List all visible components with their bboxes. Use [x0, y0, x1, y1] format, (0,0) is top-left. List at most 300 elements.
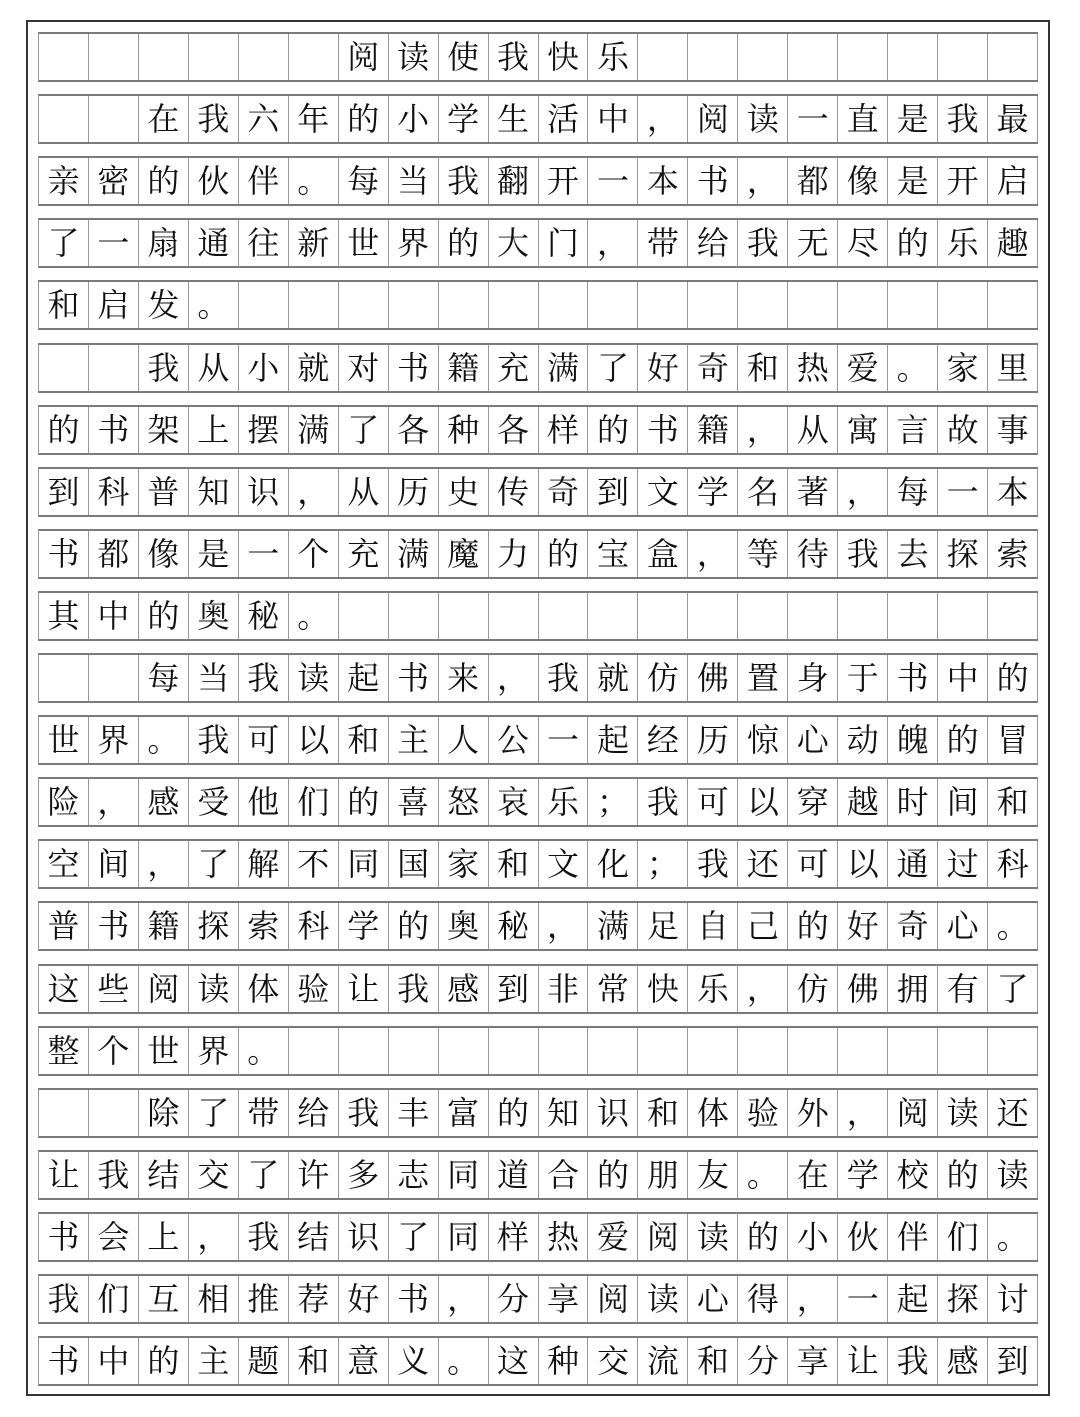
grid-cell [389, 282, 439, 328]
grid-cell [239, 34, 289, 80]
grid-cell: 界 [189, 1028, 239, 1074]
grid-cell: 化 [588, 841, 638, 887]
grid-cell: 奇 [888, 903, 938, 949]
text-row [38, 156, 1038, 206]
grid-cell: 书 [389, 1276, 439, 1322]
grid-cell: 读 [688, 1214, 738, 1260]
grid-cell: 我 [239, 1214, 289, 1260]
grid-cell [888, 1028, 938, 1074]
grid-cell: 从 [788, 407, 838, 453]
grid-cell: 以 [289, 717, 339, 763]
grid-cell: 公 [489, 717, 539, 763]
grid-cell: 去 [888, 531, 938, 577]
grid-cell: 知 [539, 1090, 589, 1136]
grid-cell: 各 [489, 407, 539, 453]
grid-cell [988, 593, 1038, 639]
grid-cell: 普 [139, 469, 189, 515]
text-row [38, 1088, 1038, 1138]
grid-cell: 的 [539, 531, 589, 577]
grid-cell: 受 [189, 779, 239, 825]
grid-cell: 推 [239, 1276, 289, 1322]
grid-cell [389, 593, 439, 639]
grid-cell: 书 [39, 1338, 89, 1384]
title-row [38, 32, 1038, 82]
grid-cell: 和 [988, 779, 1038, 825]
grid-cell: 起 [888, 1276, 938, 1322]
grid-cell: ， [738, 158, 788, 204]
text-row [38, 94, 1038, 144]
grid-cell: 多 [339, 1152, 389, 1198]
grid-cell: 个 [89, 1028, 139, 1074]
grid-cell: 书 [688, 158, 738, 204]
grid-cell [39, 345, 89, 391]
grid-cell: 快 [539, 34, 589, 80]
grid-cell: 奇 [539, 469, 589, 515]
grid-cell: 文 [539, 841, 589, 887]
grid-cell: 验 [289, 966, 339, 1012]
grid-cell [539, 593, 589, 639]
grid-cell: 分 [738, 1338, 788, 1384]
grid-cell [988, 34, 1038, 80]
grid-cell: 索 [239, 903, 289, 949]
grid-cell: 科 [89, 469, 139, 515]
grid-cell: 家 [938, 345, 988, 391]
grid-cell: 一 [838, 1276, 888, 1322]
grid-cell: 。 [189, 282, 239, 328]
grid-cell: ， [139, 841, 189, 887]
grid-cell: 感 [139, 779, 189, 825]
grid-cell: 翻 [489, 158, 539, 204]
grid-cell: 流 [638, 1338, 688, 1384]
grid-cell: 识 [339, 1214, 389, 1260]
grid-cell: 还 [988, 1090, 1038, 1136]
grid-cell: 我 [938, 96, 988, 142]
text-row [38, 343, 1038, 393]
grid-cell: 架 [139, 407, 189, 453]
grid-cell: 交 [189, 1152, 239, 1198]
grid-cell: 充 [489, 345, 539, 391]
grid-cell: 识 [588, 1090, 638, 1136]
grid-cell: ， [588, 220, 638, 266]
grid-cell: 相 [189, 1276, 239, 1322]
grid-cell: 来 [439, 655, 489, 701]
grid-cell: 好 [838, 903, 888, 949]
grid-cell: 。 [439, 1338, 489, 1384]
grid-cell: 乐 [588, 34, 638, 80]
grid-cell: 历 [688, 717, 738, 763]
grid-cell: 个 [289, 531, 339, 577]
grid-cell: 让 [838, 1338, 888, 1384]
grid-cell [838, 282, 888, 328]
grid-cell: 奥 [439, 903, 489, 949]
grid-cell: 得 [738, 1276, 788, 1322]
grid-cell: 最 [988, 96, 1038, 142]
grid-cell: 些 [89, 966, 139, 1012]
grid-cell: 启 [988, 158, 1038, 204]
grid-cell: 朋 [638, 1152, 688, 1198]
grid-cell: 盒 [638, 531, 688, 577]
grid-cell: 仿 [638, 655, 688, 701]
grid-cell [339, 282, 389, 328]
grid-cell: 直 [838, 96, 888, 142]
grid-cell [688, 1028, 738, 1074]
grid-cell: 书 [389, 345, 439, 391]
grid-cell: 每 [888, 469, 938, 515]
grid-cell [489, 282, 539, 328]
grid-cell: 同 [339, 841, 389, 887]
grid-cell: 同 [439, 1214, 489, 1260]
text-row [38, 280, 1038, 330]
grid-cell: ， [89, 779, 139, 825]
grid-cell: 满 [539, 345, 589, 391]
grid-cell: 我 [638, 779, 688, 825]
grid-cell: 还 [738, 841, 788, 887]
grid-cell [738, 282, 788, 328]
grid-cell: 们 [289, 779, 339, 825]
grid-cell: 我 [439, 158, 489, 204]
text-row [38, 777, 1038, 827]
grid-cell: 我 [489, 34, 539, 80]
grid-cell: 置 [738, 655, 788, 701]
grid-cell: 丰 [389, 1090, 439, 1136]
grid-cell: 体 [688, 1090, 738, 1136]
grid-cell: 学 [339, 903, 389, 949]
grid-cell [738, 593, 788, 639]
grid-cell: 读 [738, 96, 788, 142]
grid-cell: 到 [489, 966, 539, 1012]
grid-cell: 带 [239, 1090, 289, 1136]
grid-cell [688, 282, 738, 328]
grid-cell: 这 [39, 966, 89, 1012]
grid-cell: 本 [638, 158, 688, 204]
grid-cell: 义 [389, 1338, 439, 1384]
grid-cell: 的 [339, 96, 389, 142]
grid-cell: 主 [389, 717, 439, 763]
grid-cell: 往 [239, 220, 289, 266]
grid-cell: 魔 [439, 531, 489, 577]
grid-cell: 世 [39, 717, 89, 763]
grid-cell: 心 [938, 903, 988, 949]
grid-cell: 一 [938, 469, 988, 515]
grid-cell: 可 [788, 841, 838, 887]
grid-cell [389, 1028, 439, 1074]
grid-cell: ， [738, 966, 788, 1012]
grid-cell: 活 [539, 96, 589, 142]
grid-cell: 穿 [788, 779, 838, 825]
grid-cell: 阅 [638, 1214, 688, 1260]
text-row [38, 1274, 1038, 1324]
grid-cell [938, 1028, 988, 1074]
grid-cell: 享 [539, 1276, 589, 1322]
grid-cell: 年 [289, 96, 339, 142]
grid-cell: 的 [39, 407, 89, 453]
grid-cell: ， [638, 96, 688, 142]
grid-cell: 无 [788, 220, 838, 266]
grid-cell: 伴 [239, 158, 289, 204]
grid-cell: 上 [189, 407, 239, 453]
grid-cell: 了 [988, 966, 1038, 1012]
grid-cell: 给 [289, 1090, 339, 1136]
grid-cell: 种 [539, 1338, 589, 1384]
grid-cell: 家 [439, 841, 489, 887]
grid-cell: 等 [738, 531, 788, 577]
grid-cell: 主 [189, 1338, 239, 1384]
grid-cell: ， [738, 407, 788, 453]
grid-cell: 中 [938, 655, 988, 701]
grid-cell: 读 [189, 966, 239, 1012]
text-row [38, 1212, 1038, 1262]
grid-cell: 世 [139, 1028, 189, 1074]
grid-cell: 人 [439, 717, 489, 763]
grid-cell: 以 [738, 779, 788, 825]
grid-cell: 除 [139, 1090, 189, 1136]
grid-cell: 从 [189, 345, 239, 391]
grid-cell: 体 [239, 966, 289, 1012]
grid-cell [938, 282, 988, 328]
grid-cell: 六 [239, 96, 289, 142]
grid-cell: 热 [539, 1214, 589, 1260]
grid-cell: 小 [788, 1214, 838, 1260]
grid-cell: 在 [788, 1152, 838, 1198]
grid-cell: 拥 [888, 966, 938, 1012]
grid-cell: 通 [189, 220, 239, 266]
grid-cell: 启 [89, 282, 139, 328]
grid-cell: 快 [638, 966, 688, 1012]
grid-cell: 一 [588, 158, 638, 204]
grid-cell: 从 [339, 469, 389, 515]
grid-cell [638, 593, 688, 639]
grid-cell: 了 [39, 220, 89, 266]
grid-cell: 足 [638, 903, 688, 949]
grid-cell: 书 [89, 407, 139, 453]
grid-cell: 一 [89, 220, 139, 266]
grid-cell: 荐 [289, 1276, 339, 1322]
grid-cell [189, 34, 239, 80]
grid-cell: 其 [39, 593, 89, 639]
grid-cell: 奇 [688, 345, 738, 391]
grid-cell: 我 [688, 841, 738, 887]
grid-cell: 阅 [339, 34, 389, 80]
grid-cell: 史 [439, 469, 489, 515]
grid-cell: 我 [888, 1338, 938, 1384]
grid-cell: 志 [389, 1152, 439, 1198]
grid-cell: 。 [239, 1028, 289, 1074]
grid-cell: 讨 [988, 1276, 1038, 1322]
grid-cell: 心 [788, 717, 838, 763]
grid-cell: 我 [89, 1152, 139, 1198]
grid-cell: 籍 [139, 903, 189, 949]
grid-cell: 的 [439, 220, 489, 266]
grid-cell: 籍 [439, 345, 489, 391]
grid-cell: 可 [239, 717, 289, 763]
grid-cell: ， [539, 903, 589, 949]
grid-cell: ， [439, 1276, 489, 1322]
grid-cell: 宝 [588, 531, 638, 577]
grid-cell: 开 [539, 158, 589, 204]
grid-cell: 扇 [139, 220, 189, 266]
grid-cell [988, 1028, 1038, 1074]
grid-cell: 伴 [888, 1214, 938, 1260]
grid-cell [838, 1028, 888, 1074]
grid-cell: 待 [788, 531, 838, 577]
grid-cell: 中 [89, 1338, 139, 1384]
grid-cell: 的 [139, 158, 189, 204]
grid-cell [89, 655, 139, 701]
grid-cell: 书 [89, 903, 139, 949]
grid-cell: 和 [339, 717, 389, 763]
grid-cell: 里 [988, 345, 1038, 391]
grid-cell: 的 [139, 593, 189, 639]
grid-cell: 满 [389, 531, 439, 577]
grid-cell: 喜 [389, 779, 439, 825]
grid-cell [638, 34, 688, 80]
grid-cell: 意 [339, 1338, 389, 1384]
grid-cell: 我 [539, 655, 589, 701]
grid-cell: 交 [588, 1338, 638, 1384]
grid-cell: 和 [39, 282, 89, 328]
grid-cell: 奥 [189, 593, 239, 639]
text-row [38, 839, 1038, 889]
grid-cell: 。 [289, 593, 339, 639]
grid-cell: 经 [638, 717, 688, 763]
grid-cell: 发 [139, 282, 189, 328]
grid-cell: 不 [289, 841, 339, 887]
grid-cell [638, 282, 688, 328]
grid-cell: 时 [888, 779, 938, 825]
grid-cell: 友 [688, 1152, 738, 1198]
grid-cell: 传 [489, 469, 539, 515]
grid-cell: ， [688, 531, 738, 577]
grid-cell: 读 [638, 1276, 688, 1322]
grid-cell: 惊 [738, 717, 788, 763]
grid-cell: 像 [838, 158, 888, 204]
grid-cell: 乐 [938, 220, 988, 266]
grid-cell: 知 [189, 469, 239, 515]
grid-cell: 佛 [688, 655, 738, 701]
grid-cell: 结 [139, 1152, 189, 1198]
grid-cell: 都 [89, 531, 139, 577]
grid-cell: 每 [139, 655, 189, 701]
grid-cell: 到 [588, 469, 638, 515]
grid-cell: 是 [888, 158, 938, 204]
grid-cell: 感 [439, 966, 489, 1012]
grid-cell: 仿 [788, 966, 838, 1012]
grid-cell [89, 34, 139, 80]
grid-cell: 学 [838, 1152, 888, 1198]
grid-cell: 起 [339, 655, 389, 701]
grid-cell: 到 [39, 469, 89, 515]
grid-cell: 样 [489, 1214, 539, 1260]
grid-cell: 书 [888, 655, 938, 701]
grid-cell: 我 [39, 1276, 89, 1322]
grid-cell: 门 [539, 220, 589, 266]
grid-cell [89, 345, 139, 391]
text-row [38, 715, 1038, 765]
grid-cell: 会 [89, 1214, 139, 1260]
grid-cell: 秘 [489, 903, 539, 949]
grid-cell [938, 34, 988, 80]
grid-cell: 学 [439, 96, 489, 142]
text-row [38, 218, 1038, 268]
grid-cell: 是 [189, 531, 239, 577]
grid-cell: 一 [539, 717, 589, 763]
grid-cell: 书 [39, 531, 89, 577]
grid-cell: 的 [938, 717, 988, 763]
grid-cell [588, 593, 638, 639]
grid-cell: 间 [938, 779, 988, 825]
grid-cell: 著 [788, 469, 838, 515]
text-row [38, 653, 1038, 703]
grid-cell: 我 [339, 1090, 389, 1136]
grid-cell: 的 [489, 1090, 539, 1136]
grid-cell [489, 1028, 539, 1074]
grid-cell [888, 593, 938, 639]
grid-cell: 名 [738, 469, 788, 515]
grid-cell: 空 [39, 841, 89, 887]
grid-cell: 非 [539, 966, 589, 1012]
grid-cell: 历 [389, 469, 439, 515]
grid-cell: 对 [339, 345, 389, 391]
grid-cell: 动 [838, 717, 888, 763]
grid-cell: 趣 [988, 220, 1038, 266]
grid-cell [139, 34, 189, 80]
grid-cell: ， [788, 1276, 838, 1322]
grid-cell: 越 [838, 779, 888, 825]
grid-cell: 的 [139, 1338, 189, 1384]
grid-cell: 就 [588, 655, 638, 701]
grid-cell [239, 282, 289, 328]
grid-cell: 了 [189, 841, 239, 887]
grid-cell: 了 [339, 407, 389, 453]
grid-cell: 我 [738, 220, 788, 266]
grid-cell: 和 [738, 345, 788, 391]
grid-cell [289, 34, 339, 80]
grid-cell [688, 34, 738, 80]
grid-cell: 读 [938, 1090, 988, 1136]
grid-cell: 到 [988, 1338, 1038, 1384]
grid-cell: 书 [39, 1214, 89, 1260]
grid-cell: 乐 [539, 779, 589, 825]
grid-cell: 怒 [439, 779, 489, 825]
grid-cell: 的 [738, 1214, 788, 1260]
grid-cell [738, 1028, 788, 1074]
grid-cell: ， [838, 469, 888, 515]
grid-cell [439, 593, 489, 639]
grid-cell: 结 [289, 1214, 339, 1260]
grid-cell: 的 [988, 655, 1038, 701]
grid-cell [988, 282, 1038, 328]
grid-cell: 分 [489, 1276, 539, 1322]
grid-cell: 好 [638, 345, 688, 391]
grid-cell: 常 [588, 966, 638, 1012]
grid-cell: 乐 [688, 966, 738, 1012]
grid-cell: 一 [239, 531, 289, 577]
grid-cell [688, 593, 738, 639]
text-row [38, 529, 1038, 579]
grid-cell: 和 [688, 1338, 738, 1384]
grid-cell: 起 [588, 717, 638, 763]
grid-cell: 文 [638, 469, 688, 515]
grid-cell: 合 [539, 1152, 589, 1198]
grid-cell [539, 282, 589, 328]
grid-cell: 事 [988, 407, 1038, 453]
grid-cell: 同 [439, 1152, 489, 1198]
grid-cell: 学 [688, 469, 738, 515]
grid-cell: 索 [988, 531, 1038, 577]
grid-cell: 我 [189, 717, 239, 763]
grid-cell: 新 [289, 220, 339, 266]
grid-cell: 像 [139, 531, 189, 577]
